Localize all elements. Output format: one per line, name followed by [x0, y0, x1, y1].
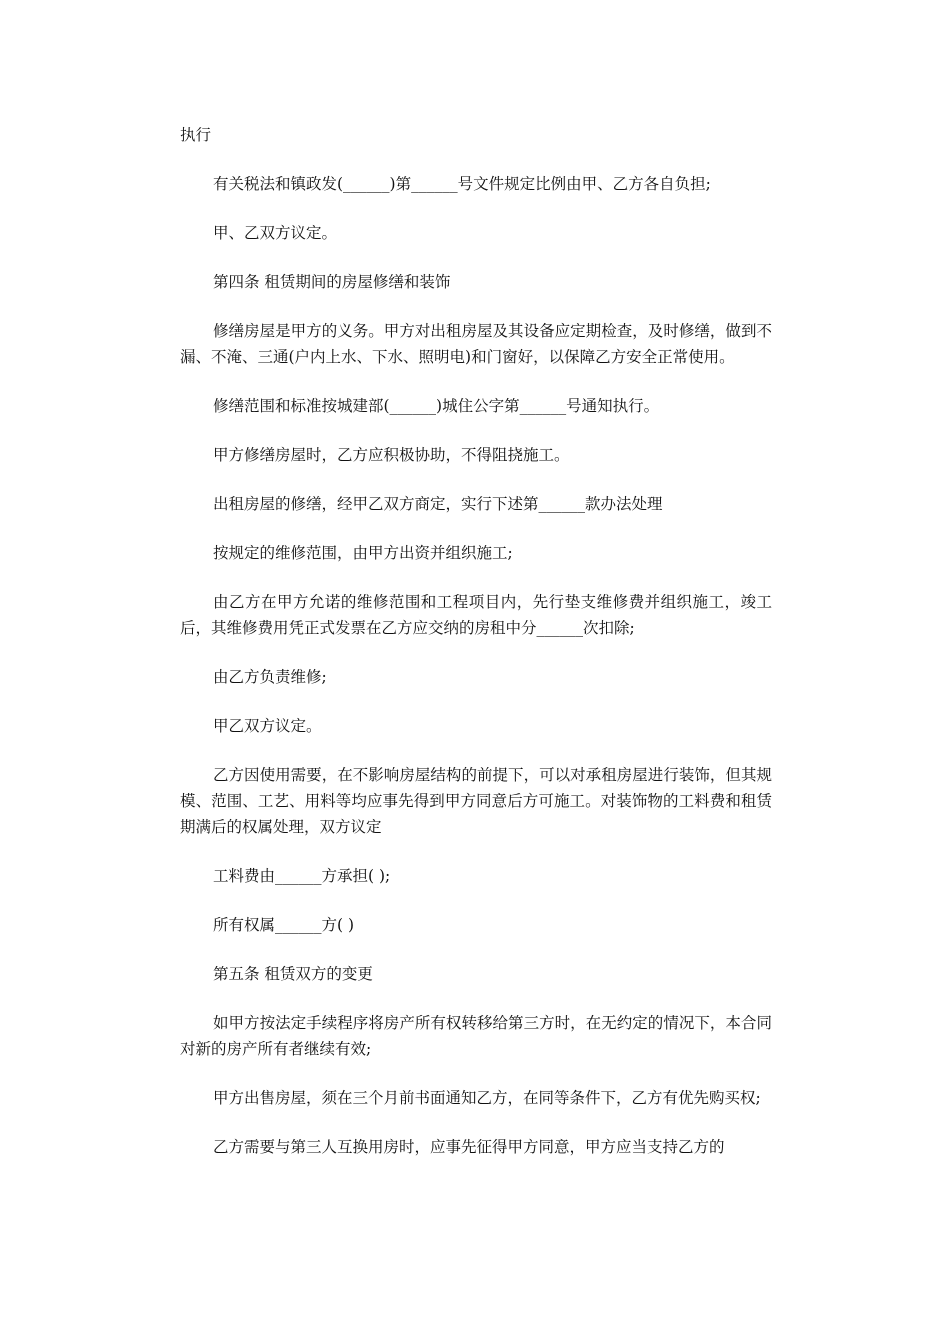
paragraph-ownership: 所有权属______方( ) — [213, 916, 355, 934]
paragraph-repair-scope: 修缮范围和标准按城建部(______)城住公字第______号通知执行。 — [213, 397, 660, 415]
paragraph-tax-burden: 有关税法和镇政发(______)第______号文件规定比例由甲、乙方各自负担; — [213, 175, 711, 193]
paragraph-repair-duty: 修缮房屋是甲方的义务。甲方对出租房屋及其设备应定期检查，及时修缮，做到不漏、不淹、三通(户内上水、下水、照明电)和门窗好，以保障乙方安全正常使用。 — [180, 322, 772, 366]
paragraph-decoration: 乙方因使用需要，在不影响房屋结构的前提下，可以对承租房屋进行装饰，但其规模、范围、工艺、用料等均应事先得到甲方同意后方可施工。对装饰物的工料费和租赁期满后的权属处理，双方议定 — [180, 766, 772, 836]
paragraph-material-cost: 工料费由______方承担( ); — [213, 867, 391, 885]
paragraph-tenant-repairs: 由乙方负责维修; — [213, 668, 327, 686]
paragraph-right-of-first-refusal: 甲方出售房屋，须在三个月前书面通知乙方，在同等条件下，乙方有优先购买权; — [213, 1089, 761, 1107]
paragraph-agreed: 甲、乙双方议定。 — [213, 224, 338, 242]
article-5-heading: 第五条 租赁双方的变更 — [213, 965, 373, 983]
paragraph-continuation: 执行 — [180, 126, 212, 144]
paragraph-landlord-funds: 按规定的维修范围，由甲方出资并组织施工; — [213, 544, 513, 562]
paragraph-repair-method: 出租房屋的修缮，经甲乙双方商定，实行下述第______款办法处理 — [213, 495, 663, 513]
article-4-heading: 第四条 租赁期间的房屋修缮和装饰 — [213, 273, 451, 291]
paragraph-housing-exchange: 乙方需要与第三人互换用房时，应事先征得甲方同意，甲方应当支持乙方的 — [213, 1138, 725, 1156]
paragraph-tenant-assist: 甲方修缮房屋时，乙方应积极协助，不得阻挠施工。 — [213, 446, 570, 464]
paragraph-ownership-transfer: 如甲方按法定手续程序将房产所有权转移给第三方时，在无约定的情况下，本合同对新的房产所有者继续有效; — [180, 1014, 772, 1058]
paragraph-mutual-agreement: 甲乙双方议定。 — [213, 717, 322, 735]
document-body — [180, 122, 772, 1183]
paragraph-tenant-advance: 由乙方在甲方允诺的维修范围和工程项目内，先行垫支维修费并组织施工，竣工后，其维修费用凭正式发票在乙方应交纳的房租中分______次扣除; — [180, 593, 772, 637]
